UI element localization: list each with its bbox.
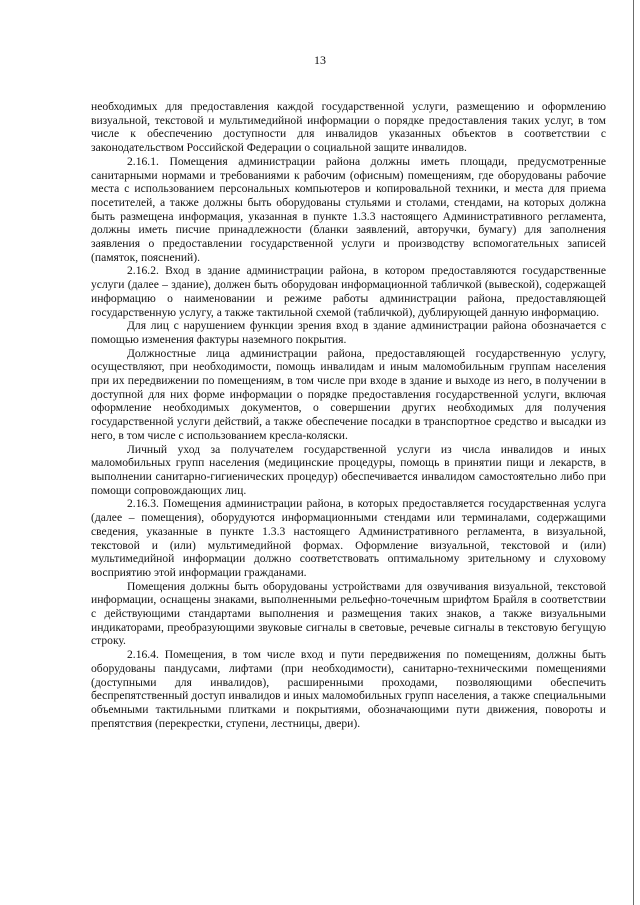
paragraph-vision-impaired: Для лиц с нарушением функции зрения вход в здание администрации района обозначается с помощью изменения фактуры наземного покрытия. xyxy=(91,319,606,346)
paragraph-2-16-4: 2.16.4. Помещения, в том числе вход и пути передвижения по помещениям, должны быть оборудованы пандусами, лифтами (при необходимости), санитарно-техническими помещениями (доступными для инвалидов), расширенными проходами, позволяющими обеспечить беспрепятственный доступ инвалидов и иных маломобильных групп населения, а также специальными объемными тактильными плитками и покрытиями, обозначающими пути движения, повороты и препятствия (перекрестки, ступени, лестницы, двери). xyxy=(91,648,606,730)
paragraph-2-16-2: 2.16.2. Вход в здание администрации района, в котором предоставляются государственные услуги (далее – здание), должен быть оборудован информационной табличкой (вывеской), содержащей информацию о наименовании и режиме работы администрации района, предоставляющей государственную услугу, а также тактильной схемой (табличкой), дублирующей данную информацию. xyxy=(91,264,606,319)
paragraph-2-16-1: 2.16.1. Помещения администрации района должны иметь площади, предусмотренные санитарными нормами и требованиями к рабочим (офисным) помещениям, где оборудованы рабочие места с использованием персональных компьютеров и копировальной техники, и места для приема посетителей, а также должны быть оборудованы стульями и столами, стендами, на которых должна быть размещена информация, указанная в пункте 1.3.3 настоящего Административного регламента, должны иметь писчие принадлежности (бланки заявлений, авторучки, бумагу) для заполнения заявления о предоставлении государственной услуги и производству вспомогательных записей (памяток, пояснений). xyxy=(91,154,606,264)
scan-edge-line xyxy=(633,0,634,905)
paragraph-equipment: Помещения должны быть оборудованы устройствами для озвучивания визуальной, текстовой информации, оснащены знаками, выполненными рельефно-точечным шрифтом Брайля в соответствии с действующими стандартами выполнения и размещения таких знаков, а также визуальными индикаторами, преобразующими звуковые сигналы в световые, речевые сигналы в текстовую бегущую строку. xyxy=(91,579,606,648)
paragraph-2-16-3: 2.16.3. Помещения администрации района, в которых предоставляется государственная услуга (далее – помещения), оборудуются информационными стендами или терминалами, содержащими сведения, указанные в пункте 1.3.3 настоящего Административного регламента, в визуальной, текстовой и (или) мультимедийной формах. Оформление визуальной, текстовой и (или) мультимедийной информации должно соответствовать оптимальному зрительному и слуховому восприятию этой информации гражданами. xyxy=(91,497,606,579)
page-number: 13 xyxy=(314,53,326,67)
document-body xyxy=(91,100,606,730)
paragraph-officials-assistance: Должностные лица администрации района, предоставляющей государственную услугу, осуществляют, при необходимости, помощь инвалидам и иным маломобильным группам населения при их передвижении по помещениям, в том числе при входе в здание и выходе из него, в получении в доступной для них форме информации о порядке предоставления государственной услуги, включая оформление необходимых документов, о совершении других необходимых для получения государственной услуги действий, а также обеспечение посадки в транспортное средство и высадки из него, в том числе с использованием кресла-коляски. xyxy=(91,346,606,442)
paragraph-continuation: необходимых для предоставления каждой государственной услуги, размещению и оформлению визуальной, текстовой и мультимедийной информации о порядке предоставления таких услуг, в том числе к обеспечению доступности для инвалидов указанных объектов в соответствии с законодательством Российской Федерации о социальной защите инвалидов. xyxy=(91,100,606,155)
paragraph-personal-care: Личный уход за получателем государственной услуги из числа инвалидов и иных маломобильных групп населения (медицинские процедуры, помощь в принятии пищи и лекарств, в выполнении санитарно-гигиенических процедур) обеспечивается инвалидом самостоятельно либо при помощи сопровождающих лиц. xyxy=(91,442,606,497)
